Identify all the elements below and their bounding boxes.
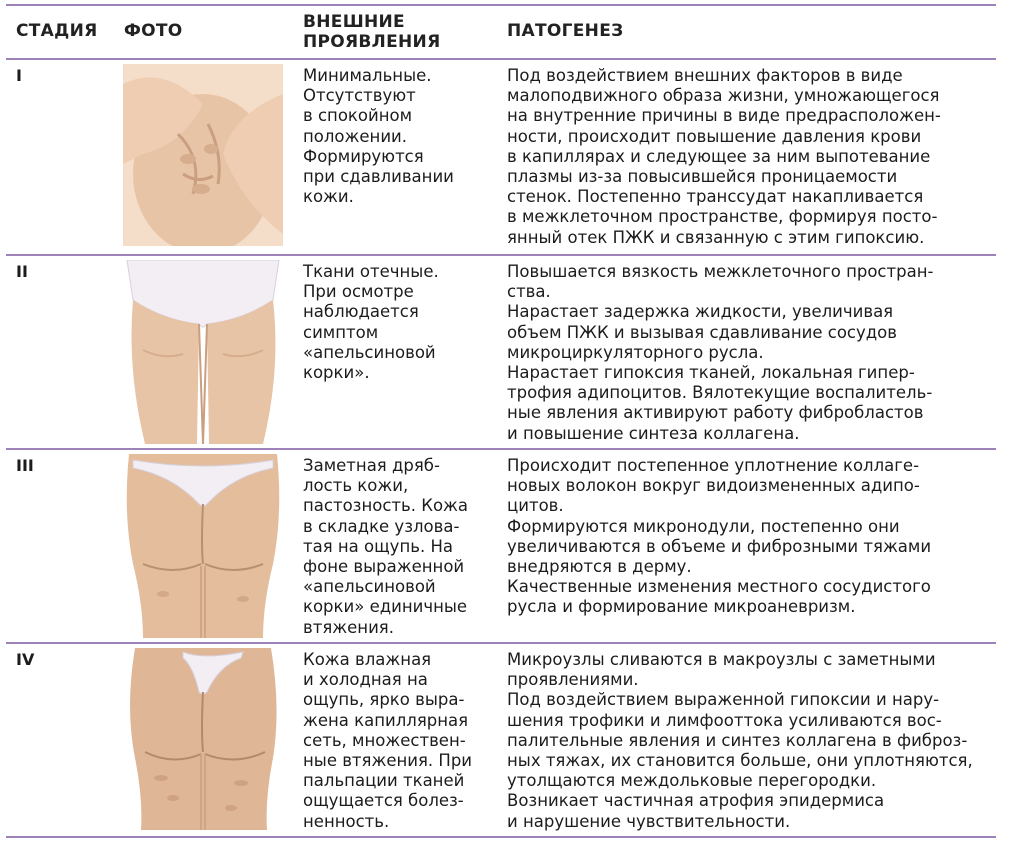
table-row [6, 256, 996, 448]
header-photo: ФОТО [124, 21, 183, 41]
buttocks-photo-icon [123, 454, 283, 638]
pinched-skin-photo-icon [123, 64, 283, 246]
table-row [6, 450, 996, 642]
symptoms-text: Ткани отечные. При осмотре наблюдается симптом «апельсиновой корки». [303, 262, 439, 383]
symptoms-text: Минимальные. Отсутствуют в спокойном положении. Формируются при сдавливании кожи. [303, 66, 454, 207]
pathogenesis-text: Микроузлы сливаются в макроузлы с заметными проявлениями. Под воздействием выраженной гипоксии и нару- шения трофики и лимфооттока усиливаются вос- палительные явления и синтез коллагена в фиброз- ных тяжах, их становится больше, они уплотняются, утолщаются междольковые перегородки. Возникает частичная атрофия эпидермиса и нарушение чувствительности. [507, 650, 973, 831]
pathogenesis-text: Под воздействием внешних факторов в виде малоподвижного образа жизни, умножающегося на внутренние причины в виде предрасположен- ности, происходит повышение давления крови в капиллярах и следующее за ним выпотевание плазмы из-за повысившейся проницаемости стенок. Постепенно транссудат накапливается в межклеточном пространстве, формируя посто- янный отек ПЖК и связанную с этим гипоксию. [507, 66, 941, 247]
table-row [6, 644, 996, 834]
buttocks-photo-icon [123, 648, 283, 830]
thighs-photo-icon [123, 260, 283, 444]
stage-label: I [16, 66, 22, 85]
header-pathogenesis: ПАТОГЕНЕЗ [507, 21, 624, 41]
table-row [6, 60, 996, 254]
symptoms-text: Кожа влажная и холодная на ощупь, ярко выра- жена капиллярная сеть, множествен- ные втяжения. При пальпации тканей ощущается болез- ненность. [303, 650, 473, 831]
pathogenesis-text: Происходит постепенное уплотнение коллаге- новых волокон вокруг видоизмененных адипо- цитов. Формируются микронодули, постепенно они увеличиваются в объеме и фиброзными тяжами внедряются в дерму. Качественные изменения местного сосудистого русла и формирование микроаневризм. [507, 456, 932, 617]
top-rule [6, 4, 996, 6]
stage-label: IV [16, 650, 35, 669]
stage-label: III [16, 456, 34, 475]
bottom-rule [6, 836, 996, 838]
symptoms-text: Заметная дряб- лость кожи, пастозность. Кожа в складке узлова- тая на ощупь. На фоне выраженной «апельсиновой корки» единичные втяжения. [303, 456, 469, 637]
header-symptoms: ВНЕШНИЕ ПРОЯВЛЕНИЯ [303, 12, 441, 52]
header-stage: СТАДИЯ [16, 21, 98, 41]
pathogenesis-text: Повышается вязкость межклеточного простран- ства. Нарастает задержка жидкости, увеличивая объем ПЖК и вызывая сдавливание сосудов микроциркуляторного русла. Нарастает гипоксия тканей, локальная гипер- трофия адипоцитов. Вялотекущие воспалитель- ные явления активируют работу фибробластов и повышение синтеза коллагена. [507, 262, 934, 443]
stage-label: II [16, 262, 28, 281]
